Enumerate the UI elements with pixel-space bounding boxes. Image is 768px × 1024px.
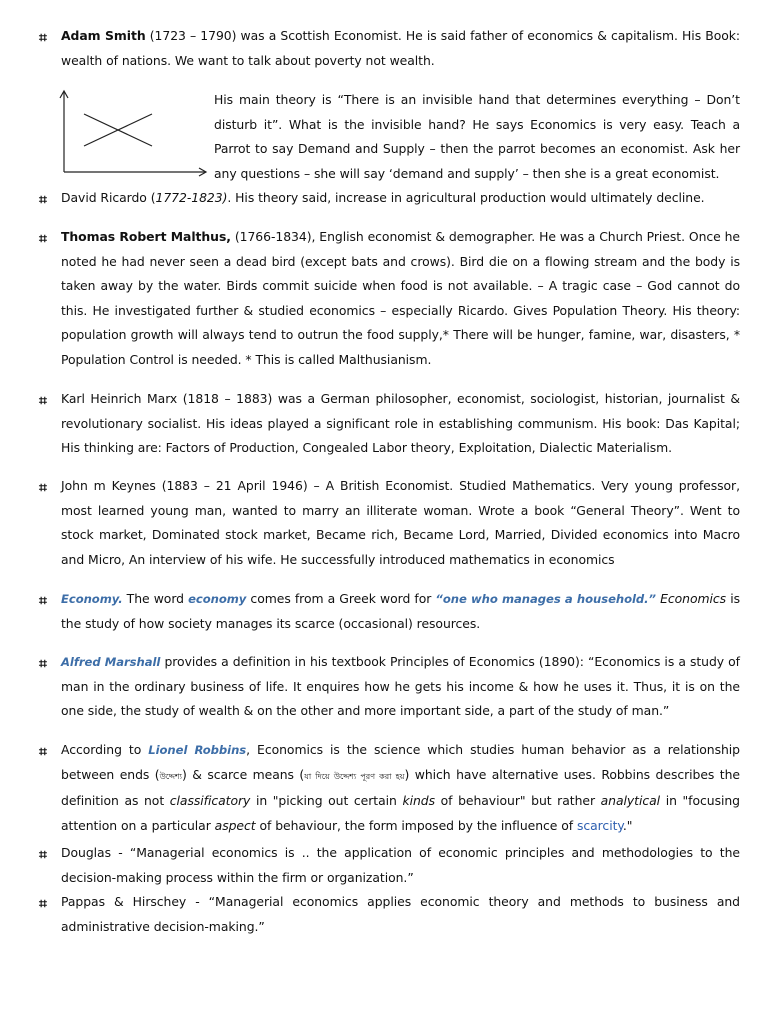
bullet-icon: ⌗ (39, 393, 47, 409)
bullet-icon: ⌗ (39, 656, 47, 672)
bullet-icon: ⌗ (39, 480, 47, 496)
name-adam-smith: Adam Smith (61, 28, 146, 43)
name-malthus: Thomas Robert Malthus, (61, 229, 231, 244)
paragraph-marshall: Alfred Marshall provides a definition in his textbook Principles of Economics (1890): “Economics is a study of man in the ordinary business of life. It enquires how he gets his income & how he uses it. Thus, it is on the one side, the study of wealth & on the other and more important side, a part of the study of man.” (61, 654, 740, 719)
bullet-icon: ⌗ (39, 896, 47, 912)
paragraph-malthus: Thomas Robert Malthus, (1766-1834), English economist & demographer. He was a Church Priest. Once he noted he had never seen a dead bird (except bats and crows). Bird die on a flowing stream and the body is taken away by the water. Birds commit suicide when food is not available. – A tragic case – God cannot do this. He investigated further & studied economics – especially Ricardo. Gives Population Theory. His theory: population growth will always tend to outrun the food supply,* There will be hunger, famine, war, disasters, * Population Control is needed. * This is called Malthusianism. (61, 229, 740, 367)
supply-demand-diagram (56, 88, 210, 178)
bullet-icon: ⌗ (39, 192, 47, 208)
paragraph-ricardo: David Ricardo (1772-1823). His theory said, increase in agricultural production would ultimately decline. (61, 190, 705, 205)
bullet-icon: ⌗ (39, 231, 47, 247)
bullet-icon: ⌗ (39, 593, 47, 609)
bullet-icon: ⌗ (39, 744, 47, 760)
paragraph-smith-theory: His main theory is “There is an invisible hand that determines everything – Don’t disturb it”. What is the invisible hand? He says Economics is very easy. Teach a Parrot to say Demand and Supply – then the parrot becomes an economist. Ask her any questions – she will say ‘demand and supply’ – then she is a great economist. (214, 92, 740, 181)
paragraph-economy: Economy. The word economy comes from a Greek word for “one who manages a household.” Economics is the study of how society manages its scarce (occasional) resources. (61, 591, 741, 631)
paragraph-marx: Karl Heinrich Marx (1818 – 1883) was a German philosopher, economist, sociologist, historian, journalist & revolutionary socialist. His ideas played a significant role in establishing communism. His book: Das Kapital; His thinking are: Factors of Production, Congealed Labor theory, Exploitation, Dialectic Materialism. (61, 391, 740, 456)
name-marshall: Alfred Marshall (61, 655, 161, 669)
paragraph-adam-smith: Adam Smith (1723 – 1790) was a Scottish Economist. He is said father of economics & capitalism. His Book: wealth of nations. We want to talk about poverty not wealth. (61, 28, 740, 68)
paragraph-keynes: John m Keynes (1883 – 21 April 1946) – A British Economist. Studied Mathematics. Very young professor, most learned young man, wanted to marry an illiterate woman. Wrote a book “General Theory”. Went to stock market, Dominated stock market, Became rich, Became Lord, Married, Divided economics into Macro and Micro, An interview of his wife. He successfully introduced mathematics in economics (61, 478, 740, 567)
bullet-icon: ⌗ (39, 847, 47, 863)
term-economy: Economy. (61, 592, 123, 606)
link-scarcity[interactable]: scarcity (576, 817, 623, 833)
paragraph-pappas: Pappas & Hirschey - “Managerial economics applies economic theory and methods to business and administrative decision-making.” (61, 894, 740, 934)
bullet-icon: ⌗ (39, 30, 47, 46)
paragraph-douglas: Douglas - “Managerial economics is .. the application of economic principles and methodologies to the decision-making process within the firm or organization.” (61, 845, 740, 885)
paragraph-robbins: According to Lionel Robbins, Economics is the science which studies human behavior as a relationship between ends (উদ্দেশ্য) & scarce means (যা দিয়ে উদ্দেশ্য পূরণ করা হয়) which have alternative uses. Robbins describes the definition as not classificatory in "picking out certain kinds of behaviour" but rather analytical in "focusing attention on a particular aspect of behaviour, the form imposed by the influence of scarcity." (61, 742, 740, 833)
name-robbins: Lionel Robbins (148, 743, 247, 757)
